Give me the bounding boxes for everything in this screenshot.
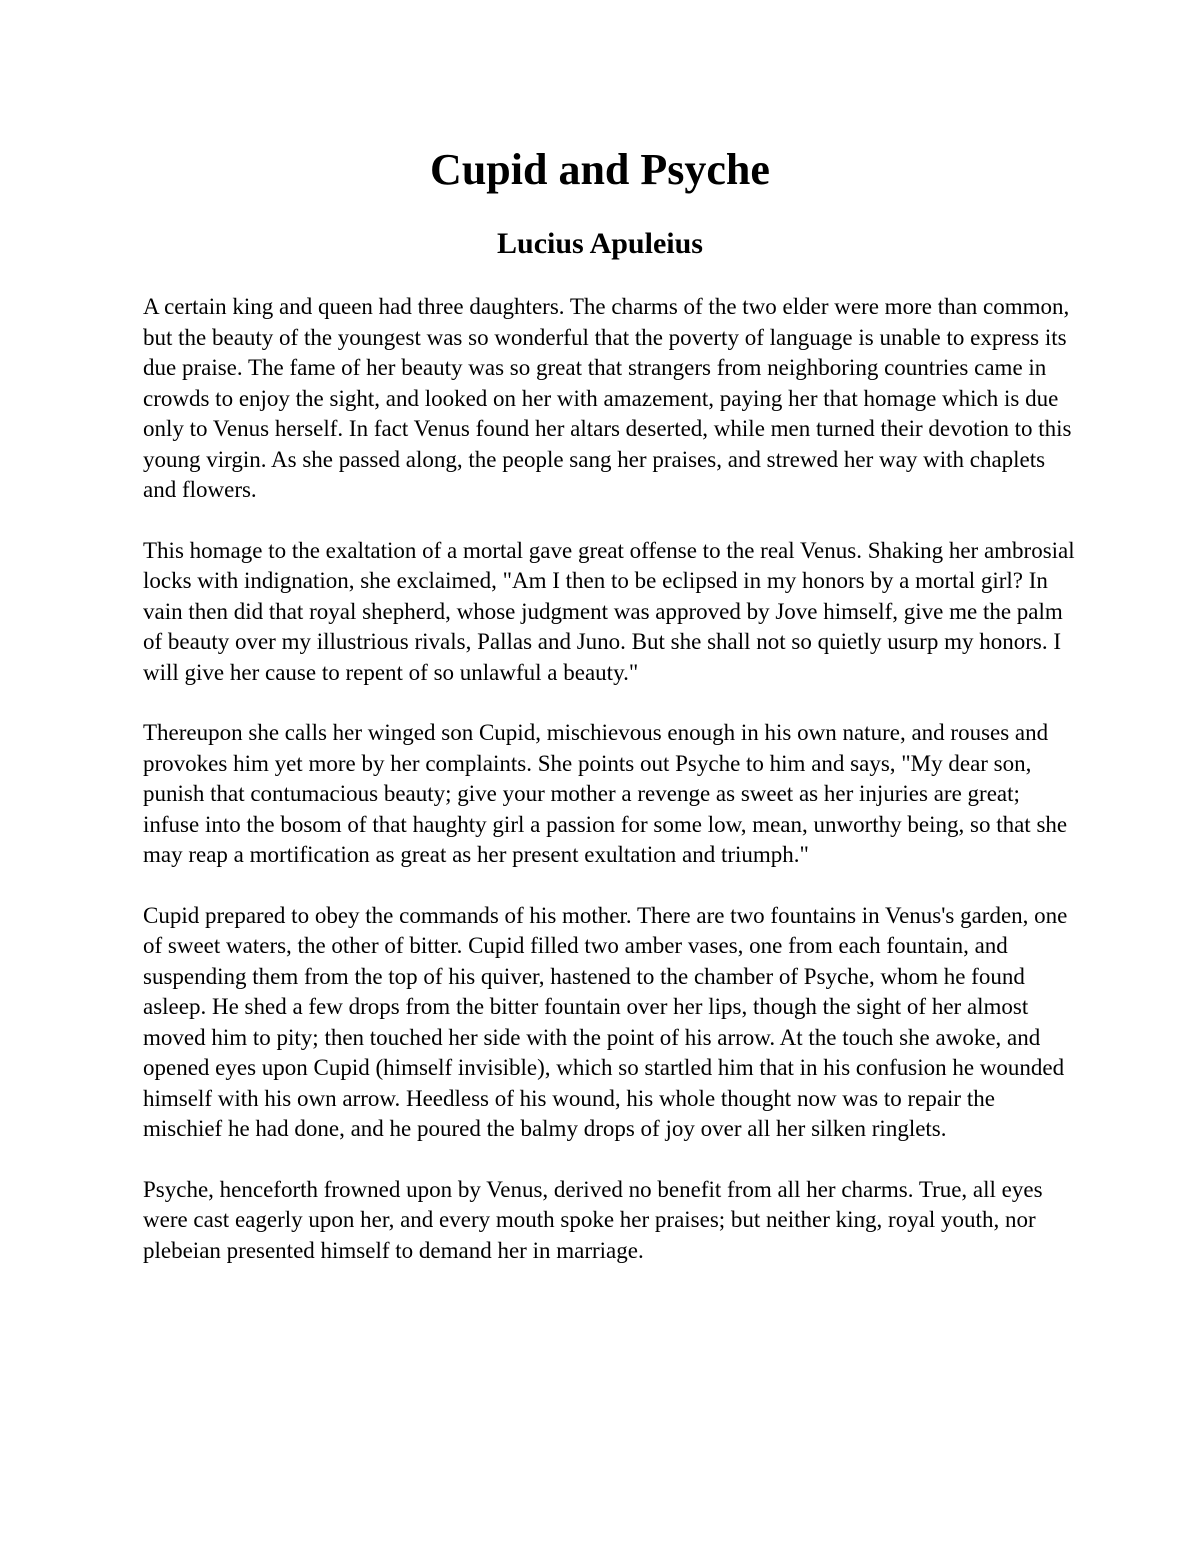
paragraph-4: Cupid prepared to obey the commands of his mother. There are two fountains in Venus's garden, one of sweet waters, the other of bitter. Cupid filled two amber vases, one from each fountain, and suspending them from the top of his quiver, hastened to the chamber of Psyche, whom he found asleep. He shed a few drops from the bitter fountain over her lips, though the sight of her almost moved him to pity; then touched her side with the point of his arrow. At the touch she awoke, and opened eyes upon Cupid (himself invisible), which so startled him that in his confusion he wounded himself with his own arrow. Heedless of his wound, his whole thought now was to repair the mischief he had done, and he poured the balmy drops of joy over all her silken ringlets. <box>143 902 1068 1141</box>
paragraph-3: Thereupon she calls her winged son Cupid, mischievous enough in his own nature, and rouses and provokes him yet more by her complaints. She points out Psyche to him and says, "My dear son, punish that contumacious beauty; give your mother a revenge as sweet as her injuries are great; infuse into the bosom of that haughty girl a passion for some low, mean, unworthy being, so that she may reap a mortification as great as her present exultation and triumph." <box>143 720 1068 867</box>
document-title: Cupid and Psyche <box>430 145 770 194</box>
paragraph-5: Psyche, henceforth frowned upon by Venus, derived no benefit from all her charms. True, all eyes were cast eagerly upon her, and every mouth spoke her praises; but neither king, royal youth, nor plebeian presented himself to demand her in marriage. <box>143 1176 1043 1263</box>
document-author: Lucius Apuleius <box>497 227 703 260</box>
document-body <box>143 292 1078 1296</box>
paragraph-1: A certain king and queen had three daughters. The charms of the two elder were more than common, but the beauty of the youngest was so wonderful that the poverty of language is unable to express its due praise. The fame of her beauty was so great that strangers from neighboring countries came in crowds to enjoy the sight, and looked on her with amazement, paying her that homage which is due only to Venus herself. In fact Venus found her altars deserted, while men turned their devotion to this young virgin. As she passed along, the people sang her praises, and strewed her way with chaplets and flowers. <box>143 294 1072 502</box>
paragraph-2: This homage to the exaltation of a mortal gave great offense to the real Venus. Shaking her ambrosial locks with indignation, she exclaimed, "Am I then to be eclipsed in my honors by a mortal girl? In vain then did that royal shepherd, whose judgment was approved by Jove himself, give me the palm of beauty over my illustrious rivals, Pallas and Juno. But she shall not so quietly usurp my honors. I will give her cause to repent of so unlawful a beauty." <box>143 537 1075 685</box>
